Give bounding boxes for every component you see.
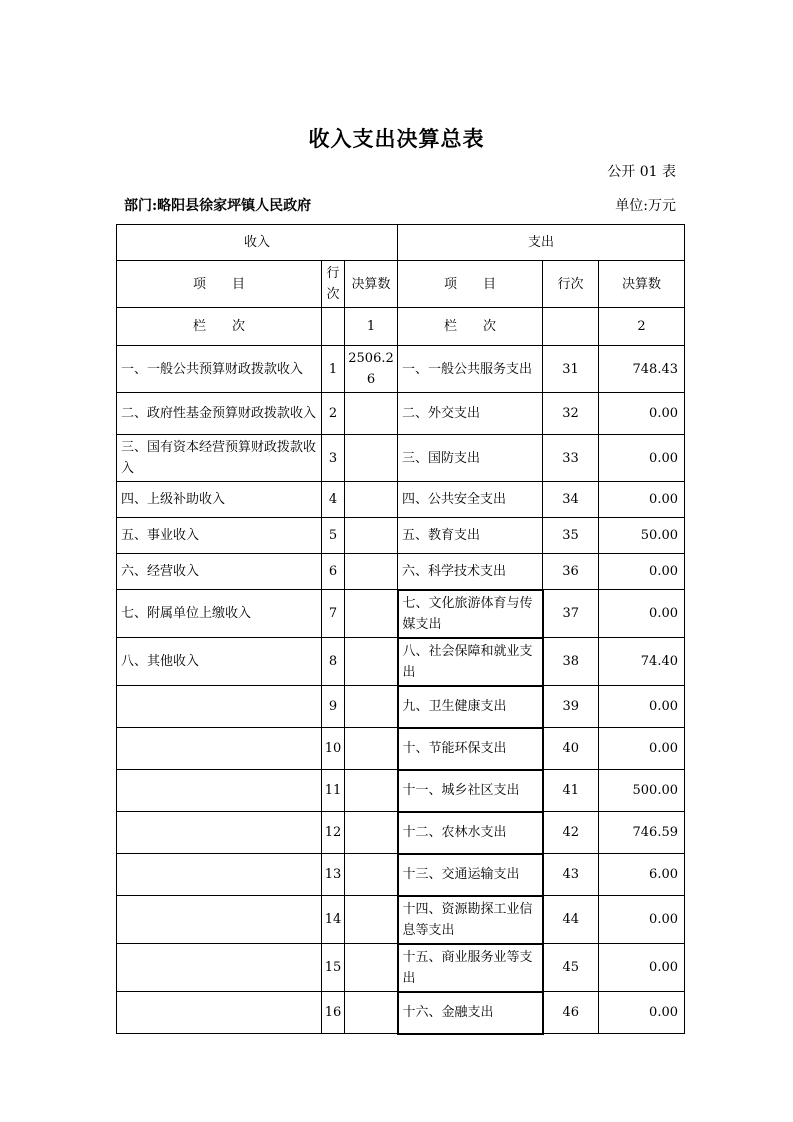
- income-amount: [345, 770, 398, 812]
- income-row-no: 2: [322, 393, 345, 435]
- table-row: [117, 435, 685, 482]
- expense-row-no: 43: [543, 854, 599, 896]
- table-row: [117, 770, 685, 812]
- form-number: 公开 01 表: [607, 164, 676, 180]
- expense-row-no: 31: [543, 346, 599, 393]
- income-row-no: 6: [322, 554, 345, 590]
- income-item: 七、附属单位上缴收入: [117, 590, 322, 638]
- income-item: 三、国有资本经营预算财政拨款收入: [117, 435, 322, 482]
- expense-item-header: 项 目: [398, 261, 543, 308]
- column-index-1: 1: [345, 308, 398, 346]
- income-item: 四、上级补助收入: [117, 482, 322, 518]
- income-row-no: 8: [322, 638, 345, 686]
- expense-amount-header: 决算数: [599, 261, 685, 308]
- expense-row-no: 42: [543, 812, 599, 854]
- income-item-header: 项 目: [117, 261, 322, 308]
- expense-item: 十五、商业服务业等支出: [398, 944, 543, 992]
- income-row-no-header: 行次: [322, 261, 345, 308]
- income-item: [117, 992, 322, 1034]
- expense-row-no: 33: [543, 435, 599, 482]
- income-row-no: 4: [322, 482, 345, 518]
- expense-amount: 500.00: [599, 770, 685, 812]
- expense-item: 十、节能环保支出: [398, 728, 543, 770]
- income-row-no: 12: [322, 812, 345, 854]
- expense-amount: 6.00: [599, 854, 685, 896]
- table-row: [117, 554, 685, 590]
- table-row: [117, 686, 685, 728]
- expense-amount: 0.00: [599, 393, 685, 435]
- income-row-no: 9: [322, 686, 345, 728]
- table-row: [117, 393, 685, 435]
- table-row: [117, 992, 685, 1034]
- unit-label: 单位:万元: [615, 198, 676, 214]
- income-amount: [345, 638, 398, 686]
- page-title: 收入支出决算总表: [308, 126, 485, 151]
- expense-row-no: 41: [543, 770, 599, 812]
- income-item: [117, 770, 322, 812]
- income-item: [117, 812, 322, 854]
- table-row: [117, 896, 685, 944]
- expense-item: 十四、资源勘探工业信息等支出: [398, 896, 543, 944]
- expense-row-no: 40: [543, 728, 599, 770]
- table-row: [117, 346, 685, 393]
- income-amount: [345, 686, 398, 728]
- expense-amount: 0.00: [599, 944, 685, 992]
- income-amount-header: 决算数: [345, 261, 398, 308]
- table-row: [117, 482, 685, 518]
- income-item: [117, 944, 322, 992]
- expense-item: 十二、农林水支出: [398, 812, 543, 854]
- table-row: [117, 590, 685, 638]
- expense-item: 二、外交支出: [398, 393, 543, 435]
- expense-row-no-header: 行次: [543, 261, 599, 308]
- income-row-no: 15: [322, 944, 345, 992]
- income-item: [117, 686, 322, 728]
- expense-item: 十三、交通运输支出: [398, 854, 543, 896]
- expense-row-no: 45: [543, 944, 599, 992]
- blank-cell: [322, 308, 345, 346]
- expense-row-no: 46: [543, 992, 599, 1034]
- income-row-no: 10: [322, 728, 345, 770]
- expense-amount: 0.00: [599, 590, 685, 638]
- expense-amount: 0.00: [599, 482, 685, 518]
- department-label: 部门:略阳县徐家坪镇人民政府: [124, 198, 312, 214]
- expense-item: 三、国防支出: [398, 435, 543, 482]
- expense-item: 一、一般公共服务支出: [398, 346, 543, 393]
- income-row-no: 11: [322, 770, 345, 812]
- table-row: [117, 518, 685, 554]
- income-amount: [345, 728, 398, 770]
- column-label-2: 栏 次: [398, 308, 543, 346]
- expense-item: 五、教育支出: [398, 518, 543, 554]
- income-item: [117, 854, 322, 896]
- expense-amount: 748.43: [599, 346, 685, 393]
- income-amount: [345, 896, 398, 944]
- expense-item: 四、公共安全支出: [398, 482, 543, 518]
- expense-row-no: 32: [543, 393, 599, 435]
- section-header-row: [117, 225, 685, 261]
- column-index-2: 2: [599, 308, 685, 346]
- expense-row-no: 39: [543, 686, 599, 728]
- blank-cell: [543, 308, 599, 346]
- expense-item: 六、科学技术支出: [398, 554, 543, 590]
- income-amount: [345, 518, 398, 554]
- expense-amount: 50.00: [599, 518, 685, 554]
- income-expense-table: [116, 224, 685, 1035]
- column-index-row: [117, 308, 685, 346]
- income-amount: [345, 944, 398, 992]
- column-label: 栏 次: [117, 308, 322, 346]
- income-item: [117, 728, 322, 770]
- expense-row-no: 37: [543, 590, 599, 638]
- income-amount: [345, 590, 398, 638]
- table-row: [117, 638, 685, 686]
- income-amount: [345, 435, 398, 482]
- table-row: [117, 854, 685, 896]
- expense-item: 十一、城乡社区支出: [398, 770, 543, 812]
- expense-item: 十六、金融支出: [398, 992, 543, 1034]
- expense-amount: 0.00: [599, 686, 685, 728]
- income-item: 二、政府性基金预算财政拨款收入: [117, 393, 322, 435]
- column-header-row: [117, 261, 685, 308]
- income-row-no: 13: [322, 854, 345, 896]
- income-amount: [345, 482, 398, 518]
- expense-amount: 0.00: [599, 435, 685, 482]
- expense-amount: 0.00: [599, 992, 685, 1034]
- income-row-no: 16: [322, 992, 345, 1034]
- expense-row-no: 38: [543, 638, 599, 686]
- expense-row-no: 34: [543, 482, 599, 518]
- income-item: 五、事业收入: [117, 518, 322, 554]
- expense-amount: 0.00: [599, 896, 685, 944]
- table-row: [117, 944, 685, 992]
- income-amount: 2506.26: [345, 346, 398, 393]
- income-amount: [345, 992, 398, 1034]
- income-item: 一、一般公共预算财政拨款收入: [117, 346, 322, 393]
- income-row-no: 3: [322, 435, 345, 482]
- expense-item: 九、卫生健康支出: [398, 686, 543, 728]
- income-amount: [345, 393, 398, 435]
- income-header: 收入: [117, 225, 398, 261]
- table-row: [117, 728, 685, 770]
- income-row-no: 1: [322, 346, 345, 393]
- income-row-no: 14: [322, 896, 345, 944]
- income-row-no: 5: [322, 518, 345, 554]
- expense-amount: 74.40: [599, 638, 685, 686]
- income-item: 八、其他收入: [117, 638, 322, 686]
- expense-item: 八、社会保障和就业支出: [398, 638, 543, 686]
- table-row: [117, 812, 685, 854]
- expense-header: 支出: [398, 225, 685, 261]
- expense-row-no: 36: [543, 554, 599, 590]
- income-row-no: 7: [322, 590, 345, 638]
- expense-amount: 0.00: [599, 554, 685, 590]
- income-amount: [345, 854, 398, 896]
- income-item: [117, 896, 322, 944]
- expense-item: 七、文化旅游体育与传媒支出: [398, 590, 543, 638]
- expense-row-no: 35: [543, 518, 599, 554]
- expense-amount: 0.00: [599, 728, 685, 770]
- income-amount: [345, 812, 398, 854]
- income-item: 六、经营收入: [117, 554, 322, 590]
- expense-amount: 746.59: [599, 812, 685, 854]
- income-amount: [345, 554, 398, 590]
- expense-row-no: 44: [543, 896, 599, 944]
